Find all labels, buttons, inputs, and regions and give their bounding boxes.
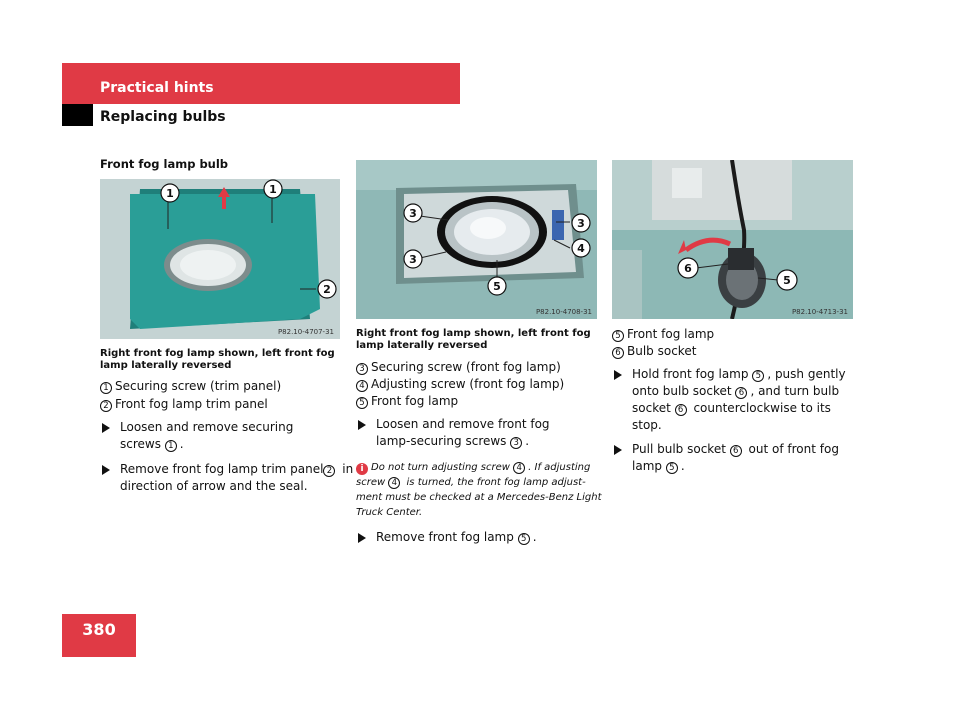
bullet-arrow-icon: [102, 423, 110, 433]
figure-3-bulb-socket: [612, 160, 853, 319]
fig2-label-3c: 3: [577, 217, 585, 230]
step-loosen-lamp-screws: Loosen and remove front fog lamp-securing screws 3 .: [356, 416, 601, 450]
fig2-label-3b: 3: [409, 253, 417, 266]
legend-2-num: 2: [100, 400, 112, 412]
legend-6: 6 Bulb socket: [612, 343, 696, 359]
fig1-label-2: 2: [323, 283, 331, 296]
fig2-label-3a: 3: [409, 207, 417, 220]
subsection-title: Replacing bulbs: [100, 109, 226, 125]
figure-1-caption: Right front fog lamp shown, left front fog lamp laterally reversed: [100, 348, 335, 371]
fig2-label-4: 4: [577, 242, 585, 255]
section-title: Practical hints: [100, 80, 214, 96]
legend-5: 5 Front fog lamp: [356, 393, 458, 409]
fig3-ref: P82.10-4713-31: [791, 308, 848, 316]
figure-2-fog-lamp: [356, 160, 597, 319]
step-loosen-trim-screws: Loosen and remove securing screws 1 .: [100, 419, 350, 453]
info-icon: i: [356, 463, 368, 475]
fig1-label-1b: 1: [269, 183, 277, 196]
subsection-marker: [62, 104, 93, 126]
legend-2: 2 Front fog lamp trim panel: [100, 396, 268, 412]
info-note: i Do not turn adjusting screw 4 . If adjusting screw 4 is turned, the front fog lamp adjust- ment must be checked at a Mercedes-Benz Light Truck Center.: [356, 462, 602, 518]
page-heading: Front fog lamp bulb: [100, 157, 229, 171]
step-remove-fog-lamp: Remove front fog lamp 5 .: [356, 529, 601, 546]
legend-3: 3 Securing screw (front fog lamp): [356, 359, 561, 375]
bullet-arrow-icon: [614, 370, 622, 380]
fig3-label-5: 5: [783, 274, 791, 287]
figure-1-trim-panel: [100, 179, 340, 339]
page-number: 380: [82, 620, 116, 639]
figure-2-caption: Right front fog lamp shown, left front fog lamp laterally reversed: [356, 328, 591, 351]
fig3-label-6: 6: [684, 262, 692, 275]
bullet-arrow-icon: [102, 465, 110, 475]
step-pull-bulb-socket: Pull bulb socket 6 out of front fog lamp 5 .: [612, 441, 862, 475]
fig1-label-1a: 1: [166, 187, 174, 200]
step-turn-bulb-socket: Hold front fog lamp 5 , push gently onto bulb socket 6 , and turn bulb socket 6 counterclockwise to its stop.: [612, 366, 862, 434]
fig2-label-5: 5: [493, 280, 501, 293]
legend-5b: 5 Front fog lamp: [612, 326, 714, 342]
legend-1: 1 Securing screw (trim panel): [100, 378, 281, 394]
bullet-arrow-icon: [614, 445, 622, 455]
bullet-arrow-icon: [358, 420, 366, 430]
step-remove-trim-panel: Remove front fog lamp trim panel 2 in direction of arrow and the seal.: [100, 461, 350, 495]
fig1-ref: P82.10-4707-31: [277, 328, 334, 336]
legend-4: 4 Adjusting screw (front fog lamp): [356, 376, 564, 392]
fig2-ref: P82.10-4708-31: [535, 308, 592, 316]
legend-1-num: 1: [100, 382, 112, 394]
bullet-arrow-icon: [358, 533, 366, 543]
